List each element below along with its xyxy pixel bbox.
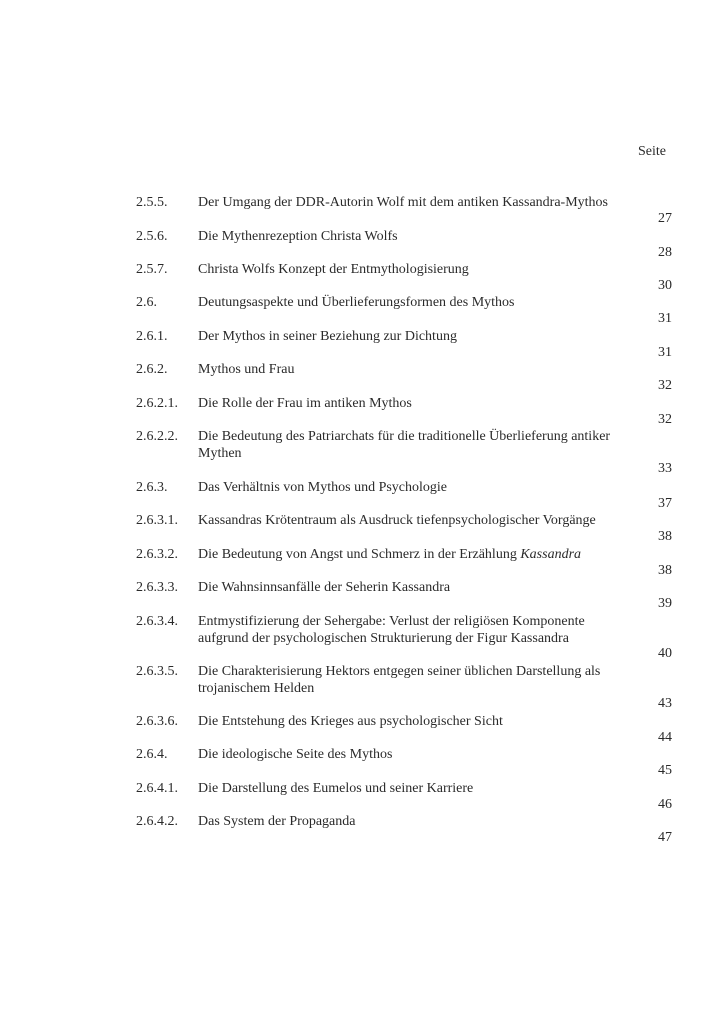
section-number: 2.6.3.2. [136, 547, 178, 562]
section-title: Mythos und Frau [198, 362, 295, 377]
section-title: Die Rolle der Frau im antiken Mythos [198, 396, 412, 411]
section-title: Die Bedeutung des Patriarchats für die traditionelle Überlieferung antiker [198, 429, 611, 444]
page-number: 27 [658, 211, 672, 226]
page-number: 38 [658, 529, 672, 544]
page-number: 32 [658, 378, 672, 393]
page-number: 40 [658, 646, 672, 661]
page-number: 46 [658, 797, 672, 812]
section-title: Deutungsaspekte und Überlieferungsformen des Mythos [198, 295, 515, 310]
section-title: Die Wahnsinnsanfälle der Seherin Kassandra [198, 580, 451, 595]
page-number: 37 [658, 496, 672, 511]
section-title: Die Mythenrezeption Christa Wolfs [198, 229, 398, 244]
page-number: 28 [658, 245, 672, 260]
section-title: Die ideologische Seite des Mythos [198, 747, 393, 762]
section-title-continued: Mythen [198, 446, 242, 461]
page-number: 38 [658, 563, 672, 578]
section-number: 2.6.4.2. [136, 814, 178, 829]
page-number: 43 [658, 696, 672, 711]
section-number: 2.6.3.6. [136, 714, 178, 729]
section-title: Die Charakterisierung Hektors entgegen seiner üblichen Darstellung als [198, 664, 601, 679]
section-number: 2.6.3.5. [136, 664, 178, 679]
section-number: 2.5.6. [136, 229, 168, 244]
section-title: Christa Wolfs Konzept der Entmythologisierung [198, 262, 469, 277]
section-title: Kassandras Krötentraum als Ausdruck tiefenpsychologischer Vorgänge [198, 513, 596, 528]
section-number: 2.6.2. [136, 362, 168, 377]
section-number: 2.6.4.1. [136, 781, 178, 796]
section-number: 2.6.3.1. [136, 513, 178, 528]
page-number: 33 [658, 461, 672, 476]
section-title: Die Darstellung des Eumelos und seiner Karriere [198, 781, 474, 796]
section-title-text: Die Bedeutung von Angst und Schmerz in der Erzählung [198, 547, 521, 562]
seite-label: Seite [638, 144, 666, 159]
section-number: 2.6.2.2. [136, 429, 178, 444]
section-title-continued: aufgrund der psychologischen Strukturierung der Figur Kassandra [198, 631, 569, 646]
section-number: 2.6.4. [136, 747, 168, 762]
page-number: 39 [658, 596, 672, 611]
section-title [198, 546, 628, 563]
page-number: 31 [658, 345, 672, 360]
page-number: 32 [658, 412, 672, 427]
section-title: Der Umgang der DDR-Autorin Wolf mit dem antiken Kassandra-Mythos [198, 195, 608, 210]
section-number: 2.6.1. [136, 329, 168, 344]
page-number: 30 [658, 278, 672, 293]
section-title: Das Verhältnis von Mythos und Psychologie [198, 480, 448, 495]
page-number: 44 [658, 730, 672, 745]
section-number: 2.6.2.1. [136, 396, 178, 411]
section-title: Das System der Propaganda [198, 814, 356, 829]
page-number: 45 [658, 763, 672, 778]
section-title-continued: trojanischem Helden [198, 681, 315, 696]
section-number: 2.5.7. [136, 262, 168, 277]
section-number: 2.6.3.3. [136, 580, 178, 595]
section-number: 2.6. [136, 295, 157, 310]
section-title: Die Entstehung des Krieges aus psychologischer Sicht [198, 714, 503, 729]
section-number: 2.6.3.4. [136, 614, 178, 629]
section-title-italic: Kassandra [520, 547, 582, 562]
page-number: 47 [658, 830, 672, 845]
page-number: 31 [658, 311, 672, 326]
section-title: Der Mythos in seiner Beziehung zur Dichtung [198, 329, 457, 344]
section-number: 2.6.3. [136, 480, 168, 495]
section-number: 2.5.5. [136, 195, 168, 210]
section-title: Entmystifizierung der Sehergabe: Verlust der religiösen Komponente [198, 614, 585, 629]
